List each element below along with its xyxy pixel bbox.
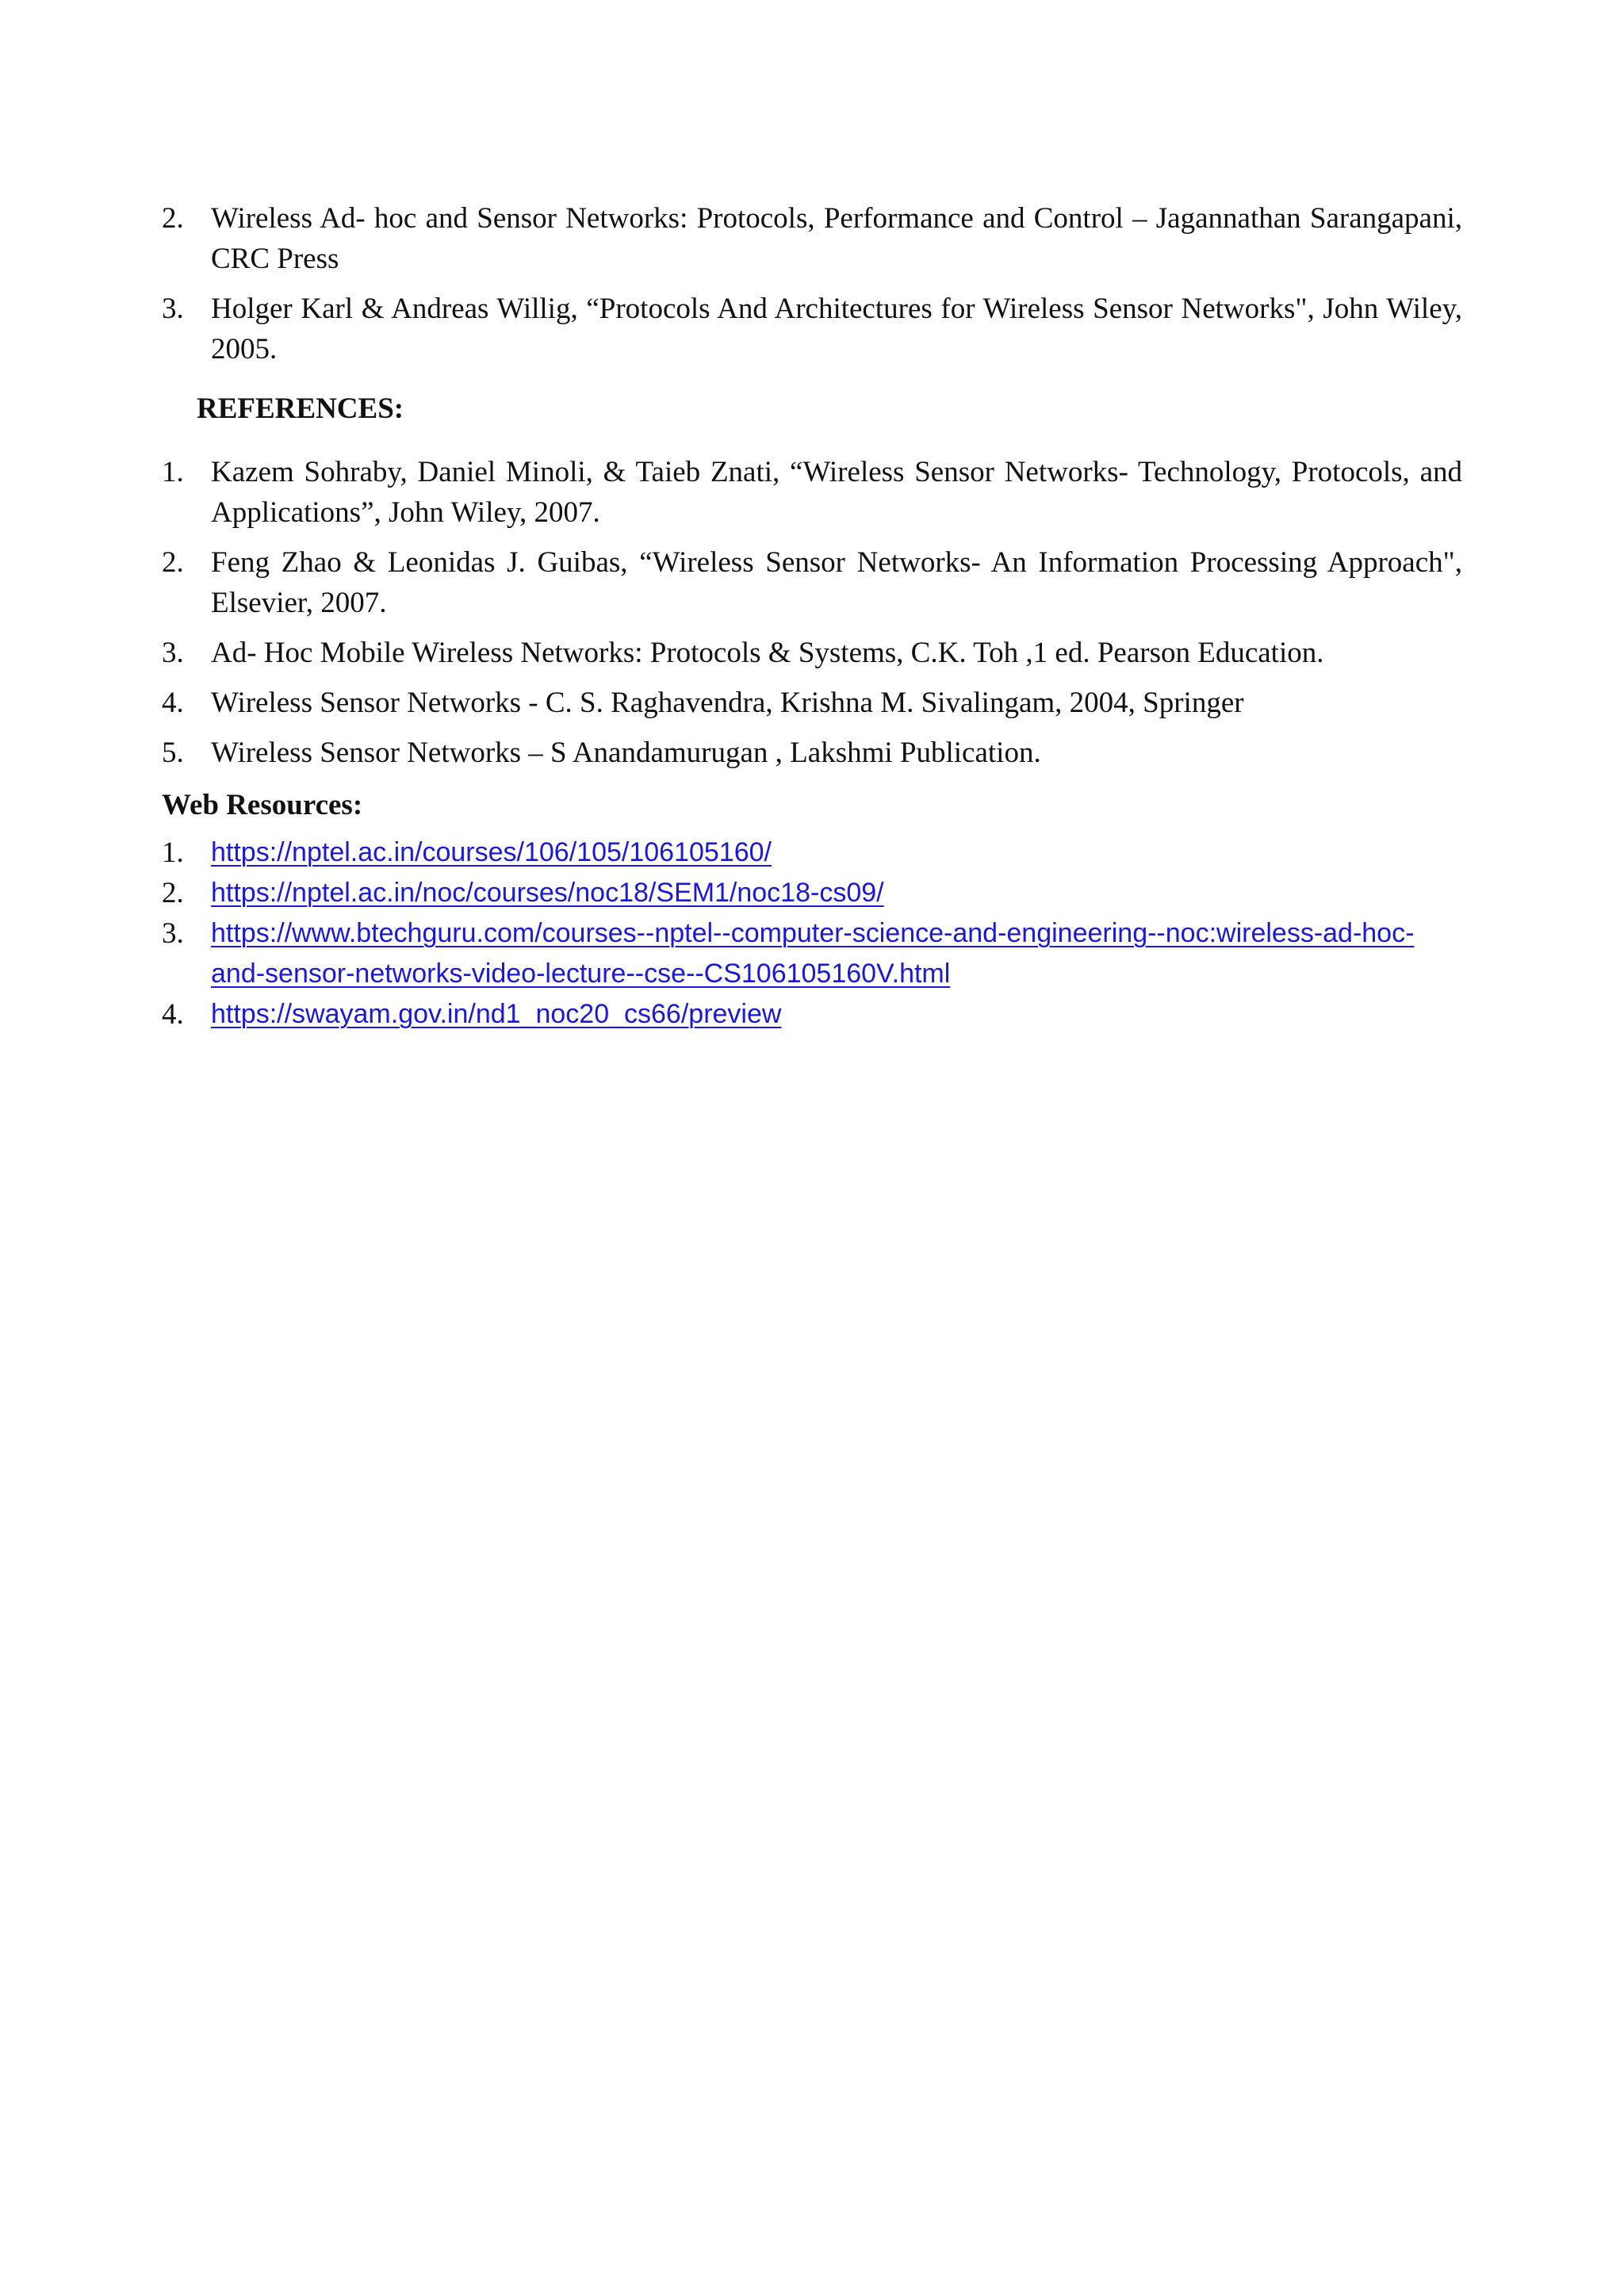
- web-resource-item: [162, 994, 1415, 1035]
- list-number: 1.: [162, 836, 184, 869]
- list-number: 3.: [162, 293, 184, 325]
- textbooks-list: [162, 198, 1462, 369]
- textbook-item: [162, 289, 1462, 369]
- web-resource-item: [162, 913, 1415, 994]
- textbook-citation: Wireless Ad- hoc and Sensor Networks: Protocols, Performance and Control – Jagannathan Sarangapani, CRC Press: [211, 202, 1462, 275]
- reference-citation: Ad- Hoc Mobile Wireless Networks: Protocols & Systems, C.K. Toh ,1 ed. Pearson Education.: [211, 637, 1324, 669]
- textbook-citation: Holger Karl & Andreas Willig, “Protocols And Architectures for Wireless Sensor Networks", John Wiley, 2005.: [211, 293, 1462, 365]
- web-resource-item: [162, 873, 1415, 913]
- textbook-item: [162, 198, 1462, 279]
- list-number: 5.: [162, 737, 184, 769]
- reference-item: [162, 683, 1462, 723]
- reference-item: [162, 452, 1462, 533]
- reference-citation: Wireless Sensor Networks – S Anandamurugan , Lakshmi Publication.: [211, 737, 1041, 769]
- web-resource-link[interactable]: https://nptel.ac.in/courses/106/105/106105160/: [211, 837, 772, 867]
- references-heading: REFERENCES:: [197, 392, 404, 425]
- reference-citation: Feng Zhao & Leonidas J. Guibas, “Wireless Sensor Networks- An Information Processing Approach", Elsevier, 2007.: [211, 546, 1462, 619]
- reference-item: [162, 733, 1462, 773]
- web-resource-item: [162, 832, 1415, 873]
- reference-citation: Kazem Sohraby, Daniel Minoli, & Taieb Znati, “Wireless Sensor Networks- Technology, Protocols, and Applications”, John Wiley, 2007.: [211, 456, 1462, 529]
- reference-item: [162, 542, 1462, 623]
- web-resource-link[interactable]: https://www.btechguru.com/courses--nptel--computer-science-and-engineering--noc:wireless-ad-hoc-and-sensor-networks-video-lecture--cse--CS106105160V.html: [211, 918, 1415, 989]
- list-number: 2.: [162, 202, 184, 235]
- list-number: 1.: [162, 456, 184, 488]
- list-number: 2.: [162, 877, 184, 909]
- web-resources-heading: Web Resources:: [162, 789, 363, 821]
- list-number: 4.: [162, 998, 184, 1031]
- list-number: 3.: [162, 637, 184, 669]
- list-number: 3.: [162, 917, 184, 950]
- web-resource-link[interactable]: https://swayam.gov.in/nd1_noc20_cs66/preview: [211, 999, 782, 1029]
- reference-item: [162, 633, 1462, 673]
- web-resource-link[interactable]: https://nptel.ac.in/noc/courses/noc18/SEM1/noc18-cs09/: [211, 878, 884, 908]
- reference-citation: Wireless Sensor Networks - C. S. Raghavendra, Krishna M. Sivalingam, 2004, Springer: [211, 687, 1244, 719]
- web-resources-list: [162, 832, 1415, 1035]
- list-number: 2.: [162, 546, 184, 579]
- list-number: 4.: [162, 687, 184, 719]
- references-list: [162, 452, 1462, 773]
